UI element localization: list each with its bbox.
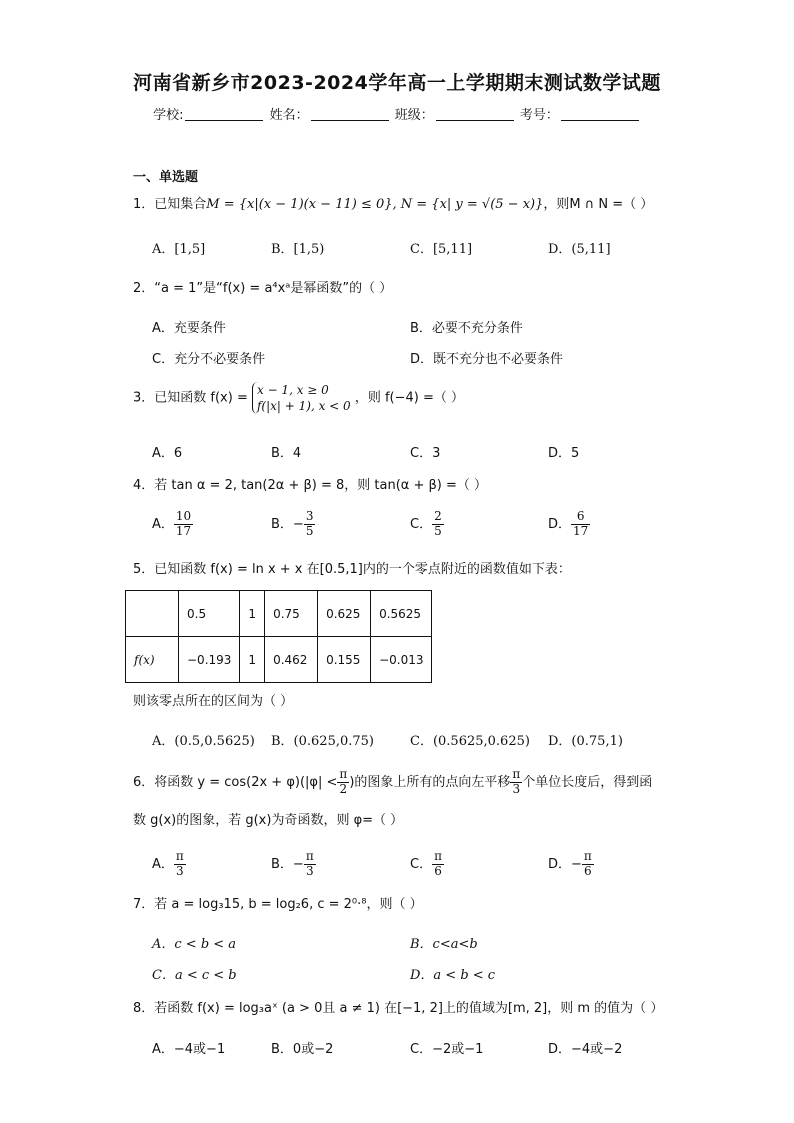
fraction: $\frac{\pi}{2}$ [339,767,348,796]
q5-option-a[interactable]: A．(0.5,0.5625) [152,734,255,749]
q2-option-b[interactable]: B．必要不充分条件 [410,321,523,336]
q4-option-b[interactable]: B．− $\frac{3}{5}$ [271,509,314,538]
function-value-table [125,590,432,683]
section-title: 一、单选题 [133,170,199,185]
table-cell [126,591,179,637]
q8-option-b[interactable]: B．0或−2 [271,1042,334,1057]
question-1: 1．已知集合M = {x|(x − 1)(x − 11) ≤ 0}, N = {x| y = √(5 − x)}，则M ∩ N =（ ） [133,197,654,212]
q4-option-a[interactable]: A． $\frac{10}{17}$ [152,509,192,538]
table-cell: 0.5 [179,591,240,637]
q2-option-a[interactable]: A．充要条件 [152,321,226,336]
table-cell: 1 [240,591,265,637]
name-label: 姓名： [269,108,309,123]
student-info-line [0,104,794,123]
fraction: $\frac{\pi}{3}$ [175,849,184,878]
q3-option-c[interactable]: C．3 [410,446,441,461]
q2-option-d[interactable]: D．既不充分也不必要条件 [410,352,564,367]
table-cell: −0.193 [179,637,240,683]
question-6-line-2: 数 g(x)的图象，若 g(x)为奇函数，则 φ=（ ） [133,813,404,828]
q5-option-c[interactable]: C．(0.5625,0.625) [410,734,530,749]
fraction: $\frac{6}{17}$ [573,509,589,538]
table-cell: 1 [240,637,265,683]
q6-option-a[interactable]: A． $\frac{\pi}{3}$ [152,849,184,878]
piece-2: f(|x| + 1), x < 0 [256,399,351,414]
table-cell: 0.75 [265,591,318,637]
table-cell: 0.625 [318,591,371,637]
table-cell: f(x) [126,637,179,683]
table-cell: 0.5625 [371,591,432,637]
fraction: $\frac{\pi}{3}$ [512,767,521,796]
q8-option-d[interactable]: D．−4或−2 [548,1042,623,1057]
school-blank[interactable] [185,106,263,121]
fraction: $\frac{3}{5}$ [305,509,314,538]
q6-option-c[interactable]: C． $\frac{\pi}{6}$ [410,849,442,878]
piece-1: x − 1, x ≥ 0 [256,383,329,397]
q5-option-d[interactable]: D．(0.75,1) [548,734,623,749]
table-cell: −0.013 [371,637,432,683]
q4-option-d[interactable]: D． $\frac{6}{17}$ [548,509,589,538]
q6-option-b[interactable]: B．− $\frac{\pi}{3}$ [271,849,314,878]
question-7: 7．若 a = log₃15, b = log₂6, c = 2⁰·⁸，则（ ） [133,897,423,912]
table-row [126,637,432,683]
class-label: 班级： [394,108,434,123]
q8-option-c[interactable]: C．−2或−1 [410,1042,484,1057]
q1-option-a[interactable]: A．[1,5] [152,242,206,257]
q3-option-a[interactable]: A．6 [152,446,183,461]
q8-option-a[interactable]: A．−4或−1 [152,1042,226,1057]
q1-option-b[interactable]: B．[1,5) [271,242,325,257]
class-blank[interactable] [436,106,514,121]
q7-option-b[interactable]: B．c<a<b [410,937,478,952]
question-2: 2．“a = 1”是“f(x) = a⁴xᵃ是幂函数”的（ ） [133,281,393,296]
name-blank[interactable] [311,106,389,121]
q1-option-d[interactable]: D．(5,11] [548,242,611,257]
q4-option-c[interactable]: C． $\frac{2}{5}$ [410,509,442,538]
fraction: $\frac{\pi}{6}$ [583,849,592,878]
q3-option-b[interactable]: B．4 [271,446,302,461]
q1-option-c[interactable]: C．[5,11] [410,242,473,257]
q5-option-b[interactable]: B．(0.625,0.75) [271,734,374,749]
fraction: $\frac{10}{17}$ [175,509,192,538]
q6-option-d[interactable]: D．− $\frac{\pi}{6}$ [548,849,592,878]
table-row [126,591,432,637]
table-cell: 0.462 [265,637,318,683]
fraction: $\frac{2}{5}$ [434,509,442,538]
piecewise-brace [252,382,351,414]
exam-title: 河南省新乡市2023-2024学年高一上学期期末测试数学试题 [133,72,661,94]
question-5: 5．已知函数 f(x) = ln x + x 在[0.5,1]内的一个零点附近的函数值如下表： [133,562,571,577]
q3-option-d[interactable]: D．5 [548,446,580,461]
question-5-follow: 则该零点所在的区间为（ ） [133,694,294,709]
q7-option-d[interactable]: D．a < b < c [410,968,496,983]
q7-option-a[interactable]: A．c < b < a [152,937,237,952]
question-6-line-1: 6．将函数 y = cos(2x + φ)(|φ| < $\frac{\pi}{2}$ )的图象上所有的点向左平移 $\frac{\pi}{3}$ 个单位长度后，得到函 [133,767,653,796]
fraction: $\frac{\pi}{3}$ [305,849,314,878]
question-3: 3．已知函数 f(x) = x − 1, x ≥ 0 f(|x| + 1), x < 0 ，则 f(−4) =（ ） [133,383,465,414]
question-8: 8．若函数 f(x) = log₃aˣ (a > 0且 a ≠ 1) 在[−1, 2]上的值域为[m, 2]，则 m 的值为（ ） [133,1001,664,1016]
q2-option-c[interactable]: C．充分不必要条件 [152,352,266,367]
number-blank[interactable] [561,106,639,121]
fraction: $\frac{\pi}{6}$ [434,849,442,878]
question-4: 4．若 tan α = 2, tan(2α + β) = 8，则 tan(α + β) =（ ） [133,478,488,493]
school-label: 学校: [153,108,184,123]
number-label: 考号： [519,108,559,123]
q7-option-c[interactable]: C．a < c < b [152,968,237,983]
question-1-math: M = {x|(x − 1)(x − 11) ≤ 0}, N = {x| y = √(5 − x)} [206,197,544,212]
table-cell: 0.155 [318,637,371,683]
